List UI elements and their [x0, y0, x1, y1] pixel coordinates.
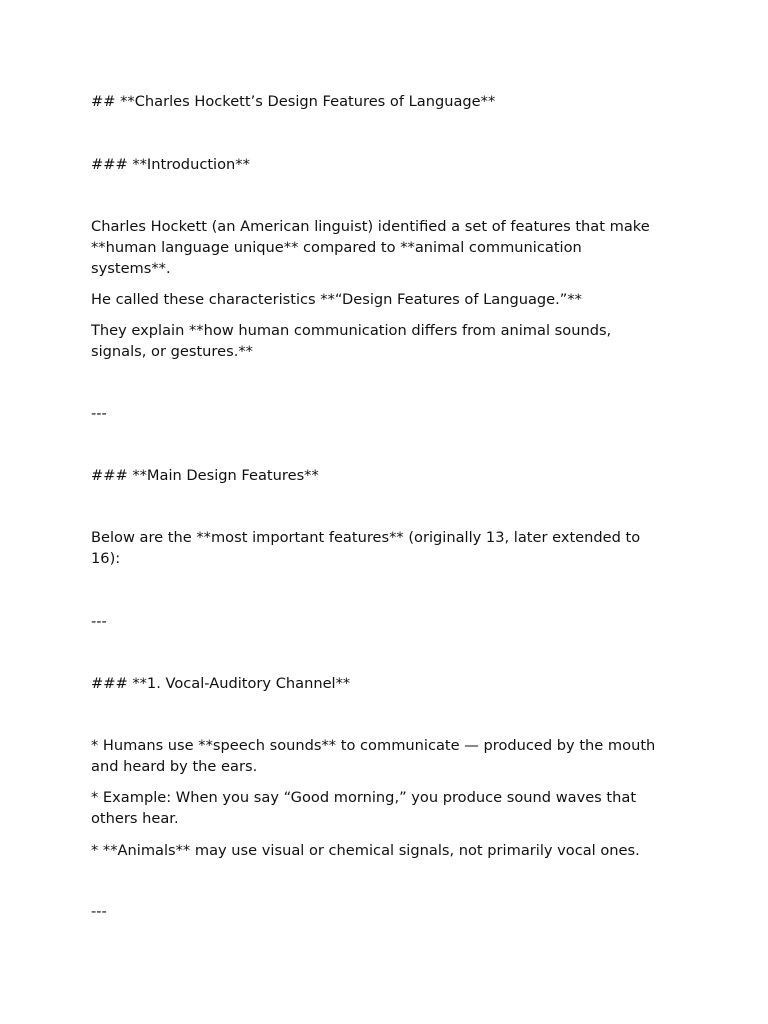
introduction-heading: ### **Introduction**: [91, 156, 250, 173]
feature-1-bullet-line: and heard by the ears.: [91, 758, 258, 775]
main-features-paragraph-line: Below are the **most important features** (originally 13, later extended to: [91, 529, 641, 546]
intro-paragraph-3-line: signals, or gestures.**: [91, 343, 253, 360]
intro-paragraph-line: systems**.: [91, 260, 171, 277]
intro-paragraph-line: Charles Hockett (an American linguist) identified a set of features that make: [91, 218, 650, 235]
intro-paragraph-2: He called these characteristics **“Design Features of Language.”**: [91, 291, 582, 308]
intro-paragraph-line: **human language unique** compared to **animal communication: [91, 239, 582, 256]
intro-paragraph-3-line: They explain **how human communication differs from animal sounds,: [91, 322, 612, 339]
horizontal-rule-text: ---: [91, 405, 107, 422]
main-features-heading: ### **Main Design Features**: [91, 467, 319, 484]
horizontal-rule-text: ---: [91, 613, 107, 630]
feature-1-bullet-line: * Humans use **speech sounds** to communicate — produced by the mouth: [91, 737, 656, 754]
feature-1-bullet-line: * Example: When you say “Good morning,” you produce sound waves that: [91, 789, 637, 806]
main-features-paragraph-line: 16):: [91, 550, 121, 567]
horizontal-rule-text: ---: [91, 903, 107, 920]
feature-1-bullet-line: others hear.: [91, 810, 179, 827]
feature-1-bullet-line: * **Animals** may use visual or chemical signals, not primarily vocal ones.: [91, 842, 640, 859]
feature-1-heading: ### **1. Vocal-Auditory Channel**: [91, 675, 351, 692]
document-title: ## **Charles Hockett’s Design Features of Language**: [91, 93, 496, 110]
